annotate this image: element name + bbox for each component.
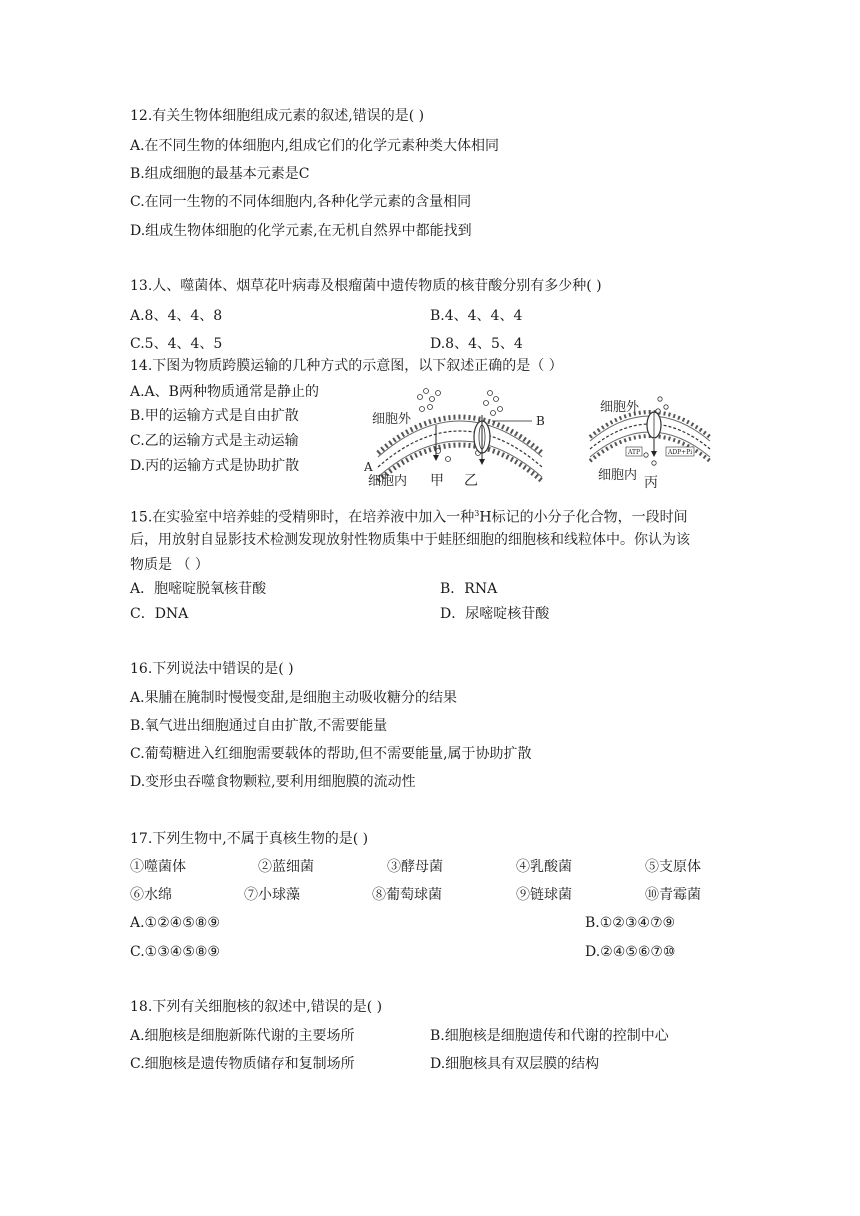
carrier-protein (647, 412, 661, 438)
q17-item-10: ⑩青霉菌 (645, 887, 701, 903)
q17-item-4: ④乳酸菌 (516, 859, 572, 875)
q16-stem: 16.下列说法中错误的是( ) (130, 661, 294, 677)
inside-label-1: 细胞内 (368, 474, 408, 489)
atp-label: ATP (628, 449, 641, 456)
q18-stem: 18.下列有关细胞核的叙述中,错误的是( ) (130, 999, 383, 1015)
adp-label: ADP+Pi (668, 449, 693, 456)
q13-option-a: A.8、4、4、8 (130, 308, 223, 324)
q18-option-d: D.细胞核具有双层膜的结构 (430, 1056, 600, 1072)
q14-option-b: B.甲的运输方式是自由扩散 (130, 408, 299, 424)
q15-stem-line3: 物质是 （ ） (130, 557, 209, 573)
membrane-diagram-bing (580, 393, 720, 491)
q15-option-b: B．RNA (440, 581, 498, 597)
q15-stem-line2: 后，用放射自显影技术检测发现放射性物质集中于蛙胚细胞的细胞核和线粒体中。你认为该 (130, 532, 690, 548)
q15-option-d: D．尿嘧啶核苷酸 (440, 606, 550, 622)
q14-option-a: A.A、B两种物质通常是静止的 (130, 384, 319, 400)
q13-option-d: D.8、4、5、4 (430, 336, 523, 352)
q17-item-9: ⑨链球菌 (516, 887, 572, 903)
label-yi: 乙 (464, 473, 478, 489)
q12-option-b: B.组成细胞的最基本元素是C (130, 166, 310, 182)
membrane-diagram-jia-yi (360, 385, 560, 490)
q14-stem: 14.下图为物质跨膜运输的几种方式的示意图，以下叙述正确的是（ ） (130, 358, 563, 374)
q12-stem: 12.有关生物体细胞组成元素的叙述,错误的是( ) (130, 108, 425, 124)
label-jia: 甲 (430, 473, 444, 489)
q17-option-b: B.①②③④⑦⑨ (585, 915, 676, 931)
q17-option-d: D.②④⑤⑥⑦⑩ (585, 944, 676, 960)
q18-option-a: A.细胞核是细胞新陈代谢的主要场所 (130, 1028, 355, 1044)
q17-item-5: ⑤支原体 (645, 859, 701, 875)
label-b: B (536, 414, 545, 428)
q16-option-c: C.葡萄糖进入红细胞需要载体的帮助,但不需要能量,属于协助扩散 (130, 746, 532, 762)
q13-option-b: B.4、4、4、4 (430, 308, 523, 324)
q15-option-c: C．DNA (130, 606, 189, 622)
q12-option-d: D.组成生物体细胞的化学元素,在无机自然界中都能找到 (130, 223, 472, 239)
q15-isotope-superscript: 3 (474, 509, 480, 518)
q17-item-3: ③酵母菌 (387, 859, 443, 875)
q14-option-c: C.乙的运输方式是主动运输 (130, 433, 299, 449)
q17-item-1: ①噬菌体 (130, 859, 186, 875)
q14-option-d: D.丙的运输方式是协助扩散 (130, 458, 300, 474)
q13-stem: 13.人、噬菌体、烟草花叶病毒及根瘤菌中遗传物质的核苷酸分别有多少种( ) (130, 278, 602, 294)
q15-option-a: A．胞嘧啶脱氧核苷酸 (130, 581, 267, 597)
q15-line1-pre: 15.在实验室中培养蛙的受精卵时，在培养液中加入一种 (130, 509, 475, 526)
label-bing: 丙 (644, 475, 658, 491)
q16-option-b: B.氧气进出细胞通过自由扩散,不需要能量 (130, 718, 388, 734)
q16-option-d: D.变形虫吞噬食物颗粒,要利用细胞膜的流动性 (130, 774, 416, 790)
q12-option-c: C.在同一生物的不同体细胞内,各种化学元素的含量相同 (130, 194, 472, 210)
q15-line1-post: H标记的小分子化合物，一段时间 (479, 509, 688, 526)
q17-item-7: ⑦小球藻 (244, 887, 300, 903)
q17-option-a: A.①②④⑤⑧⑨ (130, 915, 220, 931)
outside-label-1: 细胞外 (372, 412, 412, 427)
label-a: A (364, 460, 373, 474)
q17-item-8: ⑧葡萄球菌 (372, 887, 442, 903)
q17-item-2: ②蓝细菌 (258, 859, 314, 875)
q15-stem-line1 (130, 505, 688, 527)
q18-option-c: C.细胞核是遗传物质储存和复制场所 (130, 1056, 355, 1072)
q17-stem: 17.下列生物中,不属于真核生物的是( ) (130, 831, 369, 847)
q16-option-a: A.果脯在腌制时慢慢变甜,是细胞主动吸收糖分的结果 (130, 690, 458, 706)
inside-label-2: 细胞内 (598, 468, 638, 483)
q17-item-6: ⑥水绵 (130, 887, 172, 903)
outside-label-2: 细胞外 (600, 400, 640, 415)
q17-option-c: C.①③④⑤⑧⑨ (130, 944, 220, 960)
q13-option-c: C.5、4、4、5 (130, 336, 223, 352)
q12-option-a: A.在不同生物的体细胞内,组成它们的化学元素种类大体相同 (130, 138, 500, 154)
q18-option-b: B.细胞核是细胞遗传和代谢的控制中心 (430, 1028, 669, 1044)
